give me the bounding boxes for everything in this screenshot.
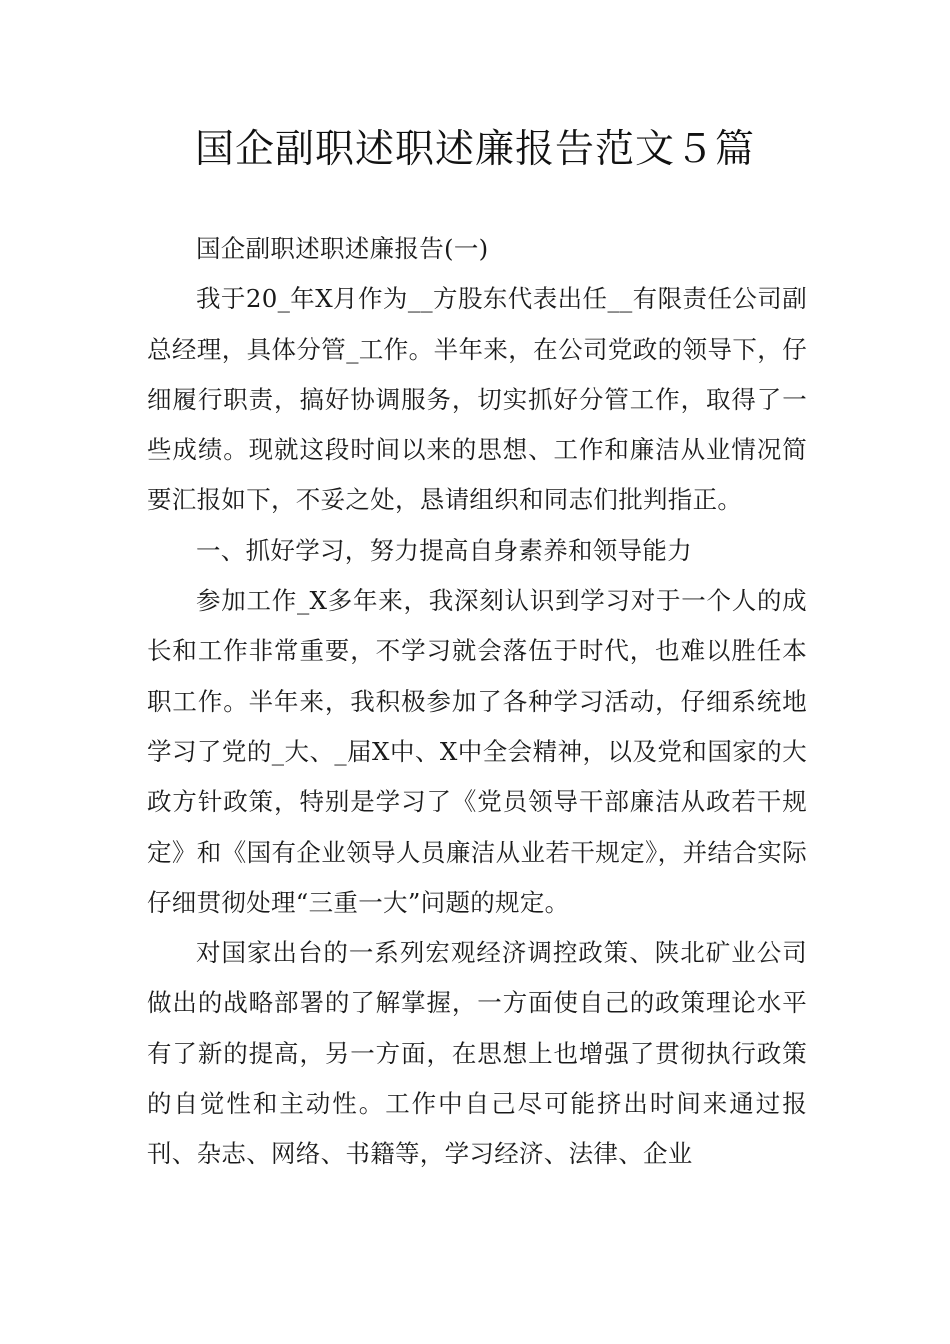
- document-title: 国企副职述职述廉报告范文５篇: [194, 127, 755, 172]
- paragraph: 对国家出台的一系列宏观经济调控政策、陕北矿业公司做出的战略部署的了解掌握，一方面使自己的政策理论水平有了新的提高，另一方面，在思想上也增强了贯彻执行政策的自觉性和主动性。工作中自己尽可能挤出时间来通过报刊、杂志、网络、书籍等，学习经济、法律、企业: [147, 938, 807, 1169]
- paragraph: 参加工作_X多年来，我深刻认识到学习对于一个人的成长和工作非常重要，不学习就会落伍于时代，也难以胜任本职工作。半年来，我积极参加了各种学习活动，仔细系统地学习了党的_大、_届X中、X中全会精神，以及党和国家的大政方针政策，特别是学习了《党员领导干部廉洁从政若干规定》和《国有企业领导人员廉洁从业若干规定》，并结合实际仔细贯彻处理“三重一大”问题的规定。: [147, 586, 807, 917]
- paragraph: 我于20_年X月作为__方股东代表出任__有限责任公司副总经理，具体分管_工作。半年来，在公司党政的领导下，仔细履行职责，搞好协调服务，切实抓好分管工作，取得了一些成绩。现就这段时间以来的思想、工作和廉洁从业情况简要汇报如下，不妥之处，恳请组织和同志们批判指正。: [147, 284, 807, 515]
- section-heading: 国企副职述职述廉报告(一): [196, 234, 489, 263]
- subsection-heading: 一、抓好学习，努力提高自身素养和领导能力: [196, 535, 692, 565]
- document-body: [147, 224, 807, 1180]
